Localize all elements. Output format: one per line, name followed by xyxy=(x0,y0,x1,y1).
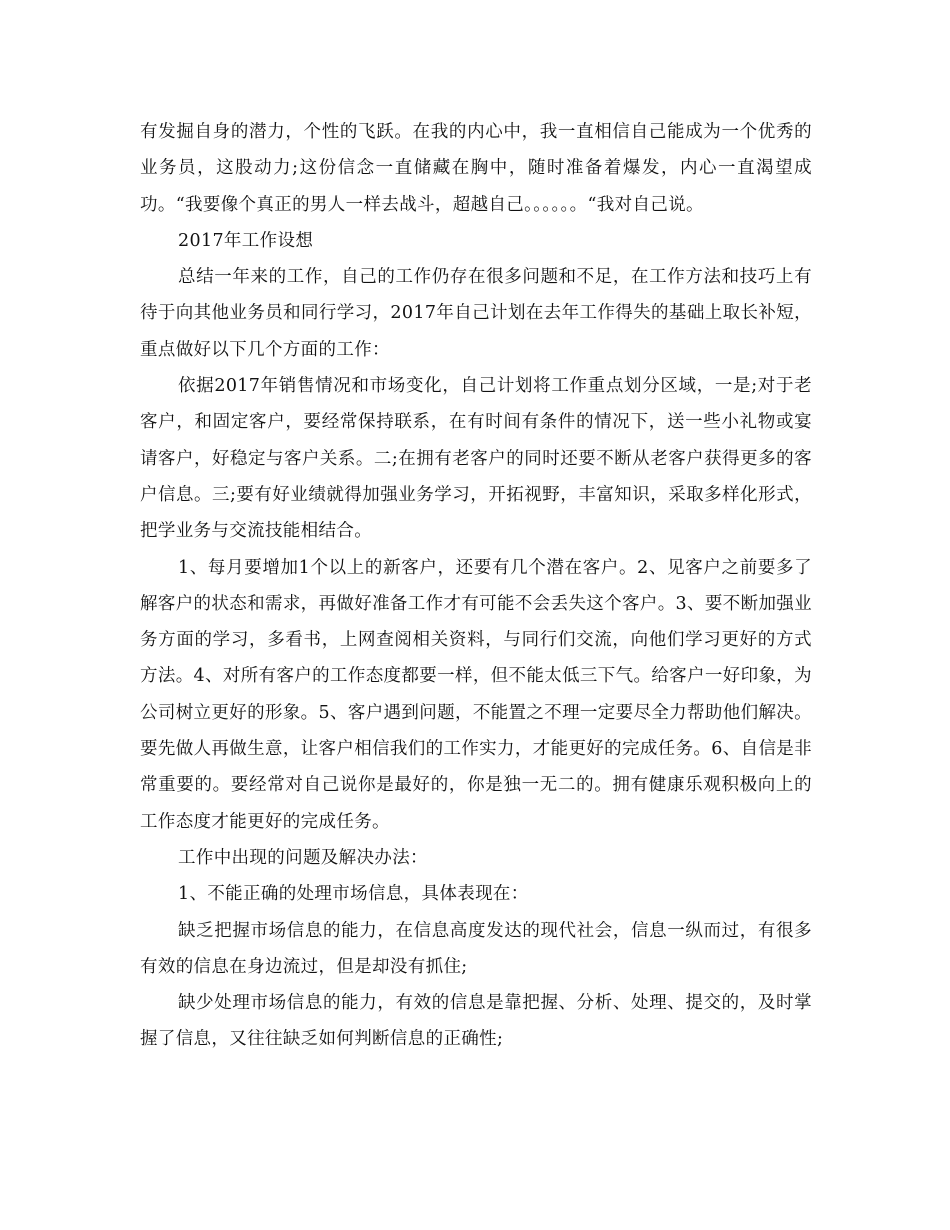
paragraph-problem-detail-2: 缺少处理市场信息的能力，有效的信息是靠把握、分析、处理、提交的，及时掌握了信息，又往往缺乏如何判断信息的正确性; xyxy=(140,993,812,1050)
paragraph-continuation: 有发掘自身的潜力，个性的飞跃。在我的内心中，我一直相信自己能成为一个优秀的业务员，这股动力;这份信念一直储藏在胸中，随时准备着爆发，内心一直渴望成功。“我要像个真正的男人一样去战斗，超越自己。。。。。。“我对自己说。 xyxy=(140,122,812,215)
section-heading-2017-plan: 2017年工作设想 xyxy=(178,230,314,251)
paragraph-summary: 总结一年来的工作，自己的工作仍存在很多问题和不足，在工作方法和技巧上有待于向其他业务员和同行学习，2017年自己计划在去年工作得失的基础上取长补短，重点做好以下几个方面的工作： xyxy=(140,267,812,360)
paragraph-regional-plan: 依据2017年销售情况和市场变化，自己计划将工作重点划分区域，一是;对于老客户，和固定客户，要经常保持联系，在有时间有条件的情况下，送一些小礼物或宴请客户，好稳定与客户关系。二;在拥有老客户的同时还要不断从老客户获得更多的客户信息。三;要有好业绩就得加强业务学习，开拓视野，丰富知识，采取多样化形式，把学业务与交流技能相结合。 xyxy=(140,376,812,542)
document-body xyxy=(140,114,812,1058)
paragraph-problem-1: 1、不能正确的处理市场信息，具体表现在： xyxy=(178,884,529,905)
paragraph-problem-detail-1: 缺乏把握市场信息的能力，在信息高度发达的现代社会，信息一纵而过，有很多有效的信息在身边流过，但是却没有抓住; xyxy=(140,920,812,977)
section-heading-problems: 工作中出现的问题及解决办法： xyxy=(178,847,428,868)
paragraph-goals-list: 1、每月要增加1个以上的新客户，还要有几个潜在客户。2、见客户之前要多了解客户的状态和需求，再做好准备工作才有可能不会丢失这个客户。3、要不断加强业务方面的学习，多看书，上网查阅相关资料，与同行们交流，向他们学习更好的方式方法。4、对所有客户的工作态度都要一样，但不能太低三下气。给客户一好印象，为公司树立更好的形象。5、客户遇到问题，不能置之不理一定要尽全力帮助他们解决。要先做人再做生意，让客户相信我们的工作实力，才能更好的完成任务。6、自信是非常重要的。要经常对自己说你是最好的，你是独一无二的。拥有健康乐观积极向上的工作态度才能更好的完成任务。 xyxy=(140,557,812,832)
